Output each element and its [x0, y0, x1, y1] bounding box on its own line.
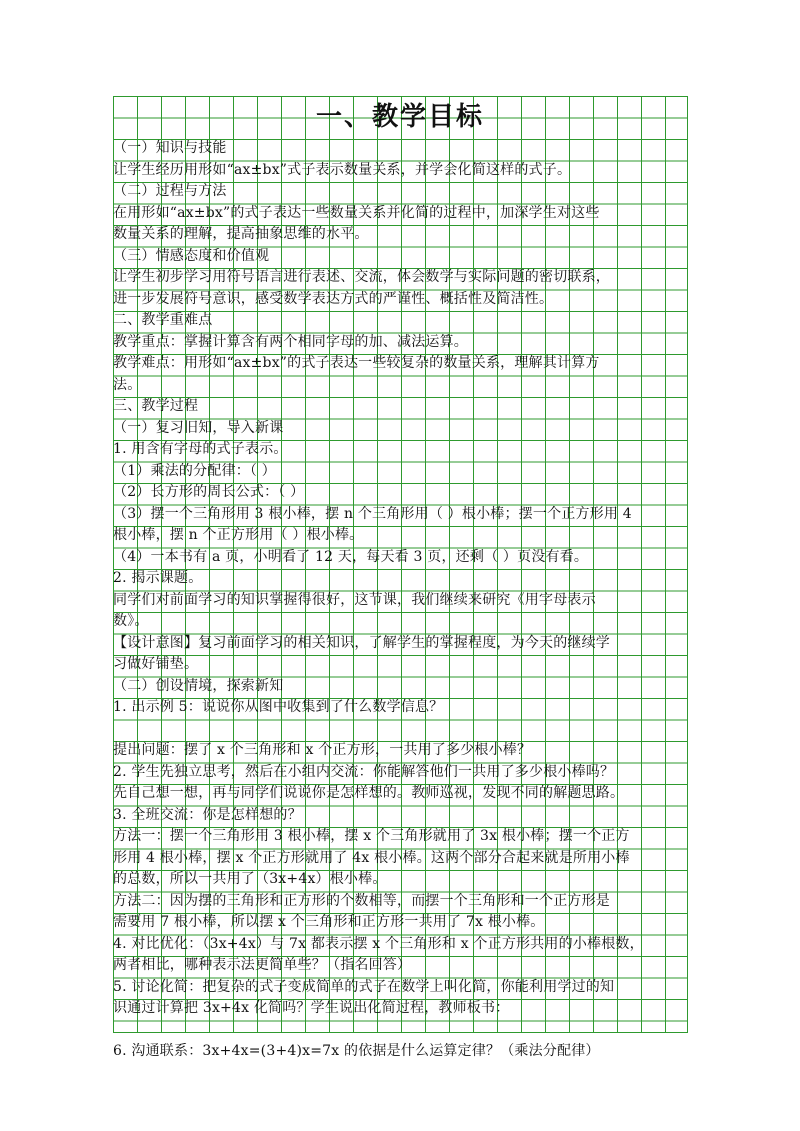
text-line: 形用 4 根小棒，摆 x 个正方形就用了 4x 根小棒。这两个部分合起来就是所用小棒: [113, 849, 630, 866]
text-line: 法。: [113, 376, 142, 393]
text-line: 方法二：因为摆的三角形和正方形的个数相等，而摆一个三角形和一个正方形是: [113, 892, 610, 909]
text-line: 教学难点：用形如“ax±bx”的式子表达一些较复杂的数量关系，理解其计算方: [113, 355, 600, 371]
section-heading: 二、教学重难点: [113, 312, 213, 328]
text-line: 教学重点：掌握计算含有两个相同字母的加、减法运算。: [113, 333, 468, 350]
text-line: 提出问题：摆了 x 个三角形和 x 个正方形，一共用了多少根小棒？: [113, 742, 532, 758]
text-line: 根小棒，摆 n 个正方形用（ ）根小棒。: [113, 527, 364, 543]
text-line: 习做好铺垫。: [113, 656, 199, 672]
design-intent-line: 【设计意图】复习前面学习的相关知识，了解学生的掌握程度，为今天的继续学: [113, 634, 610, 651]
text-line: 同学们对前面学习的知识掌握得很好，这节课，我们继续来研究《用字母表示: [113, 591, 596, 608]
blank-line: [113, 1020, 687, 1042]
text-line: 6. 沟通联系：3x+4x=(3+4)x=7x 的依据是什么运算定律？（乘法分配律）: [113, 1043, 600, 1059]
text-line: 进一步发展符号意识，感受数学表达方式的严谨性、概括性及简洁性。: [113, 290, 554, 307]
text-line: 3. 全班交流：你是怎样想的？: [113, 806, 302, 823]
text-line: 方法一：摆一个三角形用 3 根小棒，摆 x 个三角形就用了 3x 根小棒；摆一个正方: [113, 828, 630, 844]
text-line: 数量关系的理解，提高抽象思维的水平。: [113, 226, 369, 242]
document-body: [113, 96, 687, 1063]
blank-line: [113, 719, 687, 741]
text-line: （2）长方形的周长公式：（ ）: [113, 484, 305, 500]
page-title: 一、教学目标: [315, 102, 484, 132]
text-line: （一）知识与技能: [113, 140, 227, 156]
text-line: 先自己想一想，再与同学们说说你是怎样想的。教师巡视，发现不同的解题思路。: [113, 785, 625, 801]
text-line: 1. 用含有字母的式子表示。: [113, 441, 288, 457]
text-line: 5. 讨论化简：把复杂的式子变成简单的式子在数学上叫化简，你能利用学过的知: [113, 978, 615, 995]
text-line: （二）创设情境，探索新知: [113, 677, 284, 694]
text-line: 1. 出示例 5：说说你从图中收集到了什么数学信息？: [113, 699, 444, 715]
text-line: 2. 揭示课题。: [113, 570, 203, 586]
text-line: 在用形如“ax±bx”的式子表达一些数量关系并化简的过程中，加深学生对这些: [113, 204, 600, 221]
text-line: 2. 学生先独立思考，然后在小组内交流：你能解答他们一共用了多少根小棒吗？: [113, 763, 615, 780]
text-line: 需要用 7 根小棒，所以摆 x 个三角形和正方形一共用了 7x 根小棒。: [113, 914, 545, 930]
text-line: （3）摆一个三角形用 3 根小棒，摆 n 个三角形用（ ）根小棒；摆一个正方形用 4: [113, 505, 632, 522]
text-line: 让学生初步学习用符号语言进行表述、交流，体会数学与实际问题的密切联系，: [113, 269, 610, 285]
text-line: 的总数，所以一共用了（3x+4x）根小棒。: [113, 871, 387, 887]
text-line: 4. 对比优化：（3x+4x）与 7x 都表示摆 x 个三角形和 x 个正方形共用的小棒根数，: [113, 935, 644, 952]
text-line: 数》。: [113, 613, 149, 629]
text-line: （一）复习旧知，导入新课: [113, 419, 284, 436]
text-line: 两者相比，哪种表示法更简单些？（指名回答）: [113, 957, 412, 973]
grid-paper: [113, 96, 688, 1059]
text-line: 让学生经历用形如“ax±bx”式子表示数量关系，并学会化简这样的式子。: [113, 161, 572, 178]
text-line: （二）过程与方法: [113, 183, 227, 199]
text-line: （三）情感态度和价值观: [113, 247, 270, 264]
text-line: 识通过计算把 3x+4x 化简吗？学生说出化简过程，教师板书：: [113, 1000, 510, 1016]
text-line: （1）乘法的分配律：（ ）: [113, 462, 276, 479]
section-heading: 三、教学过程: [113, 398, 199, 414]
text-line: （4）一本书有 a 页，小明看了 12 天，每天看 3 页，还剩（ ）页没有看。: [113, 548, 589, 565]
